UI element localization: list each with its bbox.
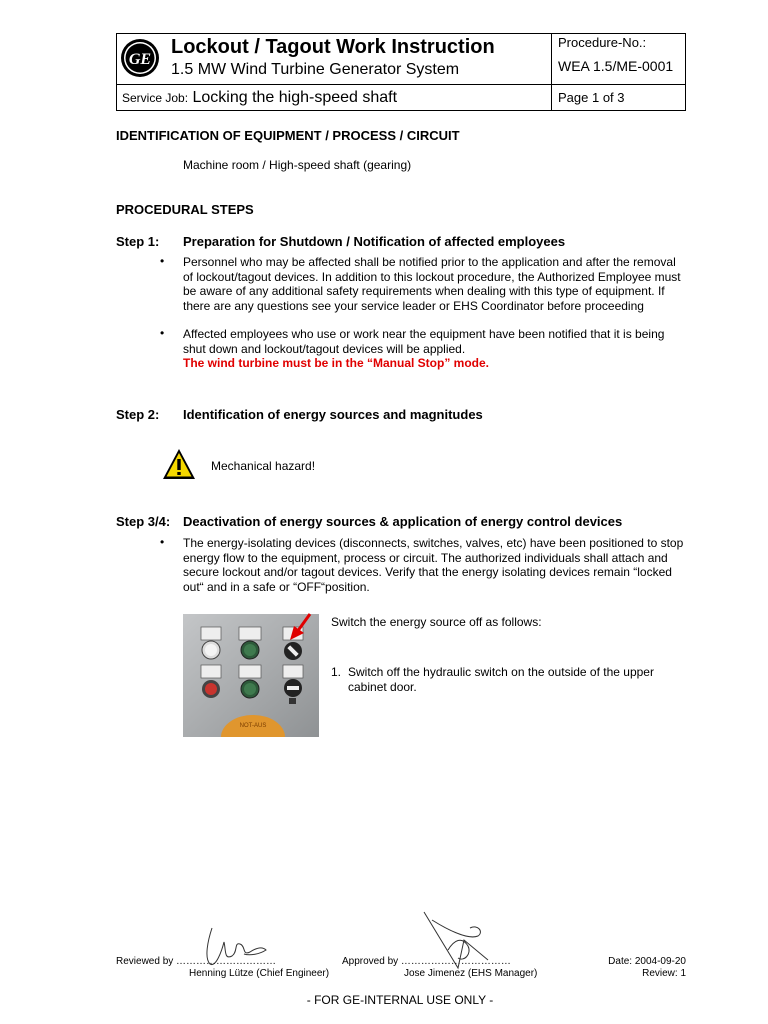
page-number: Page 1 of 3	[558, 90, 625, 105]
header-divider-horizontal	[117, 84, 685, 85]
ge-logo	[120, 37, 160, 79]
document-subtitle: 1.5 MW Wind Turbine Generator System	[171, 61, 460, 78]
procedure-label: Procedure-No.:	[558, 35, 647, 50]
bullet-icon: •	[160, 254, 165, 268]
red-arrow-icon	[288, 612, 314, 642]
step34-label: Step 3/4:	[116, 514, 171, 529]
procedural-heading: PROCEDURAL STEPS	[116, 202, 254, 217]
document-title: Lockout / Tagout Work Instruction	[171, 36, 495, 58]
step1-label: Step 1:	[116, 234, 160, 249]
internal-use-notice: - FOR GE-INTERNAL USE ONLY -	[306, 993, 494, 1007]
identification-text: Machine room / High-speed shaft (gearing)	[183, 158, 412, 172]
step34-bullet1: The energy-isolating devices (disconnects, switches, valves, etc) have been positioned to stop energy flow to the equipment, process or circuit. The authorized individuals shall attach and secure lockout and/or tagout devices. Verify that the energy isolating devices remain “locked out“ and in a safe or “OFF“position.	[183, 536, 684, 594]
service-job	[122, 89, 397, 107]
warning-triangle-icon	[162, 448, 196, 480]
step2-label: Step 2:	[116, 407, 160, 422]
step1-bullet2: Affected employees who use or work near the equipment have been notified that it is being shut down and lockout/tagout devices will be applied.	[183, 327, 665, 356]
service-job-value: Locking the high-speed shaft	[192, 89, 398, 106]
procedure-number: WEA 1.5/ME-0001	[558, 58, 674, 74]
hazard-text: Mechanical hazard!	[211, 459, 316, 473]
bullet-icon: •	[160, 326, 165, 340]
service-job-label: Service Job:	[122, 91, 189, 105]
reviewer-name: Henning Lütze (Chief Engineer)	[189, 968, 330, 979]
document-date: Date: 2004-09-20	[608, 956, 686, 967]
step1-bullet1: Personnel who may be affected shall be notified prior to the application and after the removal of lockout/tagout devices. In addition to this lockout procedure, the Authorized Employee must be aware of any additional safety requirements when dealing with this type of equipment. If there are any questions see your service leader or EHS Coordinator before proceeding	[183, 255, 681, 313]
ge-logo-text: GE	[128, 51, 152, 68]
header-table	[116, 33, 686, 111]
reviewed-label: Reviewed by …………………………	[116, 956, 277, 967]
approver-name: Jose Jimenez (EHS Manager)	[404, 968, 538, 979]
photo-label: NOT-AUS	[239, 723, 267, 729]
step34-title: Deactivation of energy sources & application of energy control devices	[183, 514, 623, 529]
switch-intro: Switch the energy source off as follows:	[331, 615, 542, 629]
identification-heading: IDENTIFICATION OF EQUIPMENT / PROCESS / CIRCUIT	[116, 128, 460, 143]
item1-number: 1.	[331, 665, 342, 679]
step1-title: Preparation for Shutdown / Notification of affected employees	[183, 234, 566, 249]
bullet-icon: •	[160, 535, 165, 549]
approved-label: Approved by ……………………………	[342, 956, 511, 967]
step2-title: Identification of energy sources and magnitudes	[183, 407, 483, 422]
item1-text: Switch off the hydraulic switch on the outside of the upper cabinet door.	[348, 665, 654, 694]
header-divider-vertical	[551, 34, 552, 110]
review-number: Review: 1	[642, 968, 686, 979]
step1-warning: The wind turbine must be in the “Manual Stop” mode.	[183, 356, 490, 370]
